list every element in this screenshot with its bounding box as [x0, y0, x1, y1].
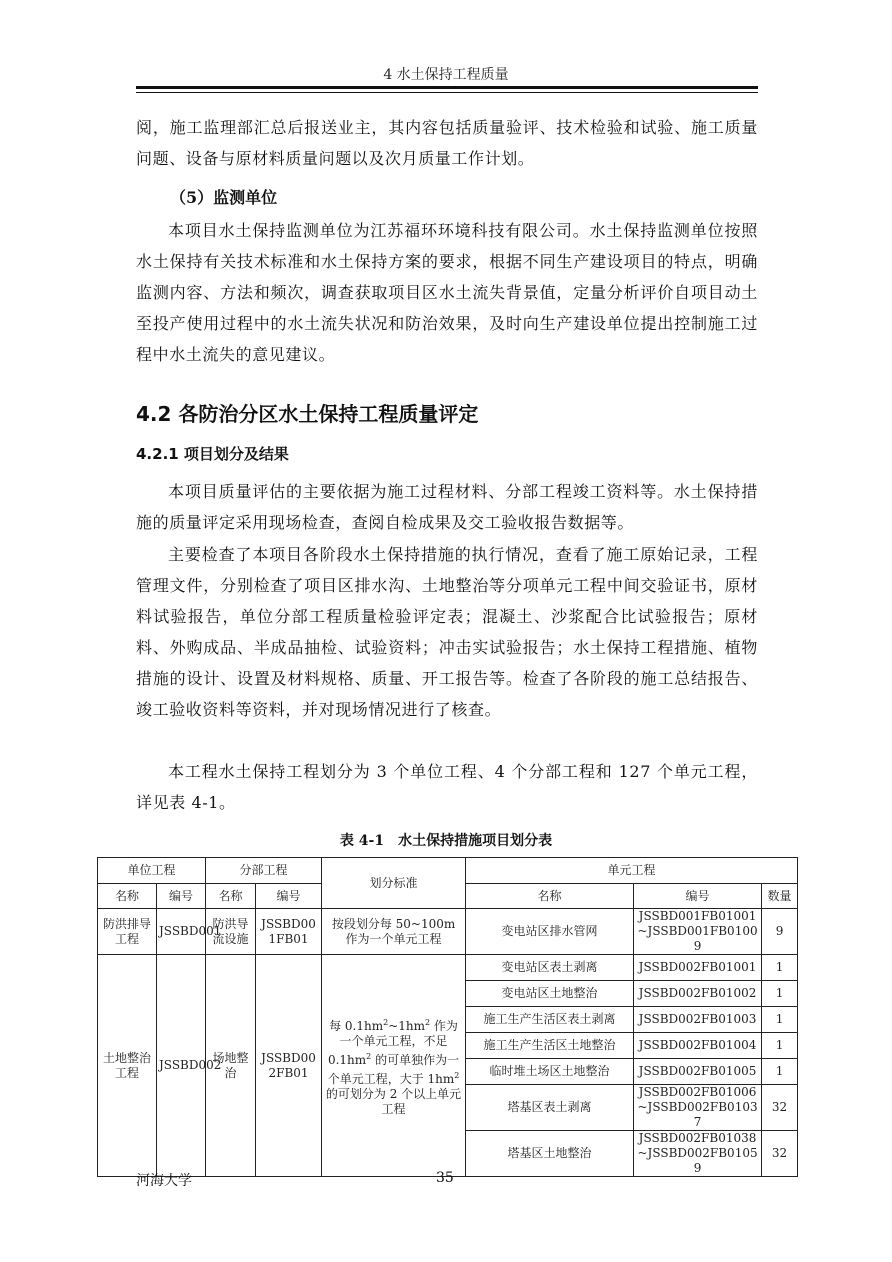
header-name: 名称 — [98, 884, 157, 909]
header-element-project: 单元工程 — [466, 858, 798, 884]
sub-code: JSSBD002FB01 — [256, 955, 322, 1177]
element-code: JSSBD002FB01002 — [634, 981, 762, 1007]
element-name: 塔基区表土剥离 — [466, 1085, 634, 1131]
table-row — [98, 955, 798, 981]
element-name: 塔基区土地整治 — [466, 1131, 634, 1177]
element-code: JSSBD002FB01005 — [634, 1059, 762, 1085]
footer-university: 河海大学 — [136, 1173, 192, 1189]
element-qty: 1 — [762, 955, 798, 981]
element-qty: 32 — [762, 1085, 798, 1131]
header-code: 编号 — [157, 884, 206, 909]
paragraph-basis: 本项目质量评估的主要依据为施工过程材料、分部工程竣工资料等。水土保持措施的质量评定采用现场检查，查阅自检成果及交工验收报告数据等。 — [136, 482, 758, 532]
project-division-table — [97, 857, 798, 1177]
unit-code: JSSBD002 — [157, 955, 206, 1177]
sub-name: 场地整治 — [206, 955, 256, 1177]
header-name: 名称 — [466, 884, 634, 909]
header-code: 编号 — [634, 884, 762, 909]
header-code: 编号 — [256, 884, 322, 909]
element-name: 施工生产生活区土地整治 — [466, 1033, 634, 1059]
element-name: 变电站区表土剥离 — [466, 955, 634, 981]
criteria: 每 $0.1hm^2\sim 1hm^2$ 作为一个单元工程，不足 $0.1hm^2$ 的可单独作为一个单元工程，大于 $1hm^2$ 的可划分为 2 个以上单元工程 — [322, 955, 466, 1177]
header-rule-thin — [136, 92, 758, 93]
table-caption: 表 4-1 水土保持措施项目划分表 — [339, 833, 553, 849]
header-unit-project: 单位工程 — [98, 858, 206, 884]
element-qty: 1 — [762, 1059, 798, 1085]
element-code: JSSBD001FB01001~JSSBD001FB01009 — [634, 909, 762, 955]
element-code: JSSBD002FB01006~JSSBD002FB01037 — [634, 1085, 762, 1131]
criteria: 按段划分每 50~100m 作为一个单元工程 — [322, 909, 466, 955]
subsection-heading: 4.2.1 项目划分及结果 — [136, 445, 289, 463]
header-quantity: 数量 — [762, 884, 798, 909]
sub-name: 防洪导流设施 — [206, 909, 256, 955]
element-code: JSSBD002FB01001 — [634, 955, 762, 981]
element-qty: 1 — [762, 981, 798, 1007]
paragraph-continuation: 阅，施工监理部汇总后报送业主，其内容包括质量验评、技术检验和试验、施工质量问题、设备与原材料质量问题以及次月质量工作计划。 — [136, 118, 758, 168]
table-row — [98, 909, 798, 955]
element-name: 变电站区土地整治 — [466, 981, 634, 1007]
paragraph-division: 本工程水土保持工程划分为 3 个单位工程、4 个分部工程和 127 个单元工程，详见表 4-1。 — [136, 762, 758, 812]
section-heading: 4.2 各防治分区水土保持工程质量评定 — [136, 402, 479, 426]
header-criteria: 划分标准 — [322, 858, 466, 909]
element-qty: 1 — [762, 1007, 798, 1033]
element-qty: 1 — [762, 1033, 798, 1059]
element-name: 变电站区排水管网 — [466, 909, 634, 955]
page-number: 35 — [436, 1170, 454, 1186]
subheading-monitoring-unit: （5）监测单位 — [170, 188, 278, 207]
element-name: 施工生产生活区表土剥离 — [466, 1007, 634, 1033]
unit-name: 防洪排导工程 — [98, 909, 157, 955]
element-code: JSSBD002FB01004 — [634, 1033, 762, 1059]
paragraph-inspection: 主要检查了本项目各阶段水土保持措施的执行情况，查看了施工原始记录，工程管理文件，分别检查了项目区排水沟、土地整治等分项单元工程中间交验证书，原材料试验报告，单位分部工程质量检验评定表；混凝土、沙浆配合比试验报告；原材料、外购成品、半成品抽检、试验资料；冲击实试验报告；水土保持工程措施、植物措施的设计、设置及材料规格、质量、开工报告等。检查了各阶段的施工总结报告、竣工验收资料等资料，并对现场情况进行了核查。 — [136, 545, 758, 719]
element-qty: 32 — [762, 1131, 798, 1177]
running-header: 4 水土保持工程质量 — [383, 67, 509, 83]
table-header-row — [98, 858, 798, 884]
element-name: 临时堆土场区土地整治 — [466, 1059, 634, 1085]
element-code: JSSBD002FB01038~JSSBD002FB01059 — [634, 1131, 762, 1177]
sub-code: JSSBD001FB01 — [256, 909, 322, 955]
element-qty: 9 — [762, 909, 798, 955]
header-name: 名称 — [206, 884, 256, 909]
unit-code: JSSBD001 — [157, 909, 206, 955]
element-code: JSSBD002FB01003 — [634, 1007, 762, 1033]
header-rule-thick — [136, 86, 758, 89]
paragraph-monitoring: 本项目水土保持监测单位为江苏福环环境科技有限公司。水土保持监测单位按照水土保持有关技术标准和水土保持方案的要求，根据不同生产建设项目的特点，明确监测内容、方法和频次，调查获取项目区水土流失背景值，定量分析评价自项目动土至投产使用过程中的水土流失状况和防治效果，及时向生产建设单位提出控制施工过程中水土流失的意见建议。 — [136, 221, 758, 364]
header-sub-project: 分部工程 — [206, 858, 322, 884]
unit-name: 土地整治工程 — [98, 955, 157, 1177]
